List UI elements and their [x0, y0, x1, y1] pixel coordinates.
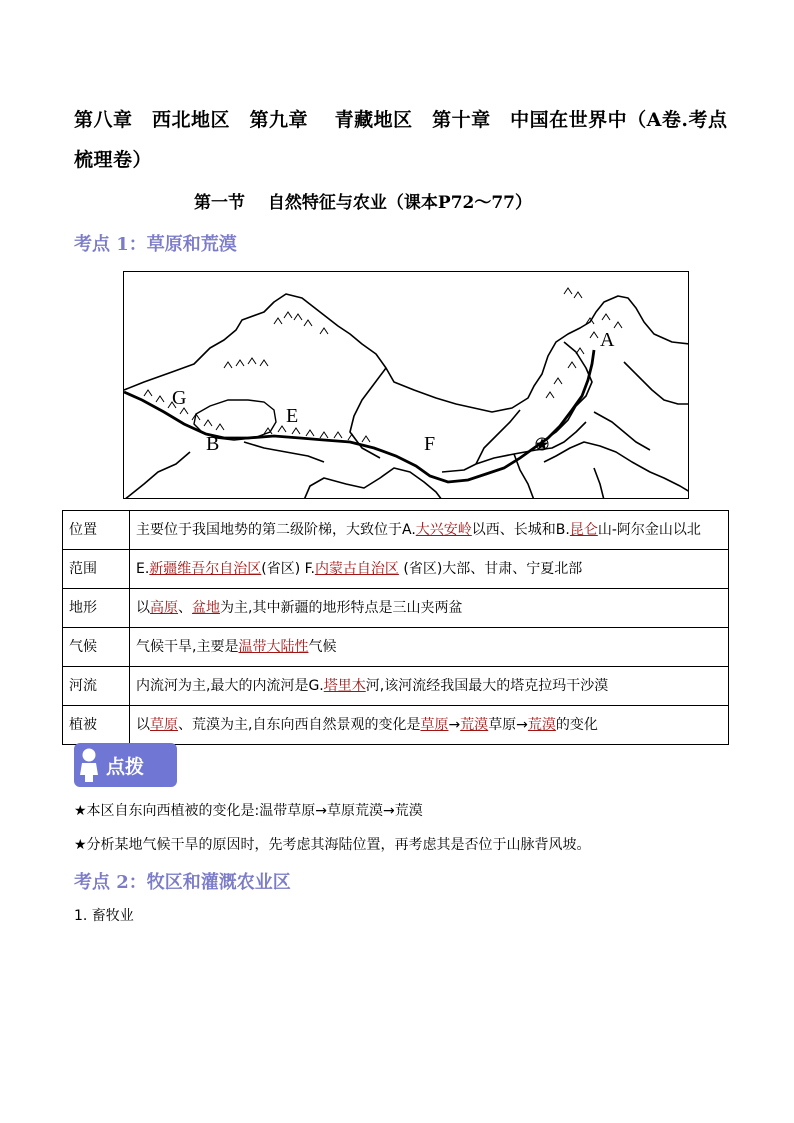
row-content: 气候干旱,主要是温带大陆性气候: [130, 628, 729, 667]
capital-star-icon: [535, 438, 548, 450]
row-content: 以高原、盆地为主,其中新疆的地形特点是三山夹两盆: [130, 589, 729, 628]
tip-note-1: ★本区自东向西植被的变化是:温带草原→草原荒漠→荒漠: [74, 803, 423, 819]
person-icon: [78, 747, 100, 783]
row-head: 范围: [63, 550, 130, 589]
subsection-item-1: 1. 畜牧业: [74, 908, 134, 924]
answer-text: 昆仑: [569, 522, 598, 538]
row-head: 气候: [63, 628, 130, 667]
row-head: 位置: [63, 511, 130, 550]
answer-text: 塔里木: [323, 678, 366, 694]
table-row: [63, 550, 729, 589]
row-content: 以草原、荒漠为主,自东向西自然景观的变化是草原→荒漠草原→荒漠的变化: [130, 706, 729, 745]
answer-text: 大兴安岭: [415, 522, 472, 538]
answer-text: 高原: [150, 600, 178, 616]
kaodian-1-heading: 考点 1：草原和荒漠: [74, 234, 237, 255]
tip-note-2: ★分析某地气候干旱的原因时，先考虑其海陆位置，再考虑其是否位于山脉背风坡。: [74, 837, 591, 853]
row-head: 河流: [63, 667, 130, 706]
kaodian-2-heading: 考点 2：牧区和灌溉农业区: [74, 872, 291, 893]
map-label-g: G: [172, 387, 187, 409]
table-row: [63, 511, 729, 550]
table-row: [63, 628, 729, 667]
region-map: [123, 271, 689, 499]
map-label-e: E: [286, 405, 299, 427]
row-head: 植被: [63, 706, 130, 745]
table-row: [63, 667, 729, 706]
feature-table: [62, 510, 729, 745]
row-content: 内流河为主,最大的内流河是G.塔里木河,该河流经我国最大的塔克拉玛干沙漠: [130, 667, 729, 706]
answer-text: 荒漠: [460, 717, 489, 733]
answer-text: 荒漠: [527, 717, 556, 733]
answer-text: 新疆维吾尔自治区: [149, 561, 262, 577]
answer-text: 温带大陆性: [238, 639, 309, 655]
answer-text: 内蒙古自治区: [314, 561, 399, 577]
tip-badge-label: 点拨: [106, 756, 145, 778]
answer-text: 草原: [150, 717, 178, 733]
section-title: 第一节 自然特征与农业（课本P72～77）: [194, 193, 533, 213]
tip-badge: [74, 743, 177, 787]
table-row: [63, 589, 729, 628]
row-head: 地形: [63, 589, 130, 628]
table-row: [63, 706, 729, 745]
map-label-b: B: [206, 433, 220, 455]
map-drawing: [124, 272, 689, 499]
map-label-a: A: [600, 329, 615, 351]
document-title: 第八章 西北地区 第九章 青藏地区 第十章 中国在世界中（A卷.考点梳理卷）: [74, 109, 728, 171]
answer-text: 盆地: [192, 600, 220, 616]
row-content: E.新疆维吾尔自治区(省区) F.内蒙古自治区 (省区)大部、甘肃、宁夏北部: [130, 550, 729, 589]
answer-text: 草原: [420, 717, 449, 733]
map-label-f: F: [424, 433, 436, 455]
row-content: 主要位于我国地势的第二级阶梯，大致位于A.大兴安岭以西、长城和B.昆仑山-阿尔金山以北: [130, 511, 729, 550]
